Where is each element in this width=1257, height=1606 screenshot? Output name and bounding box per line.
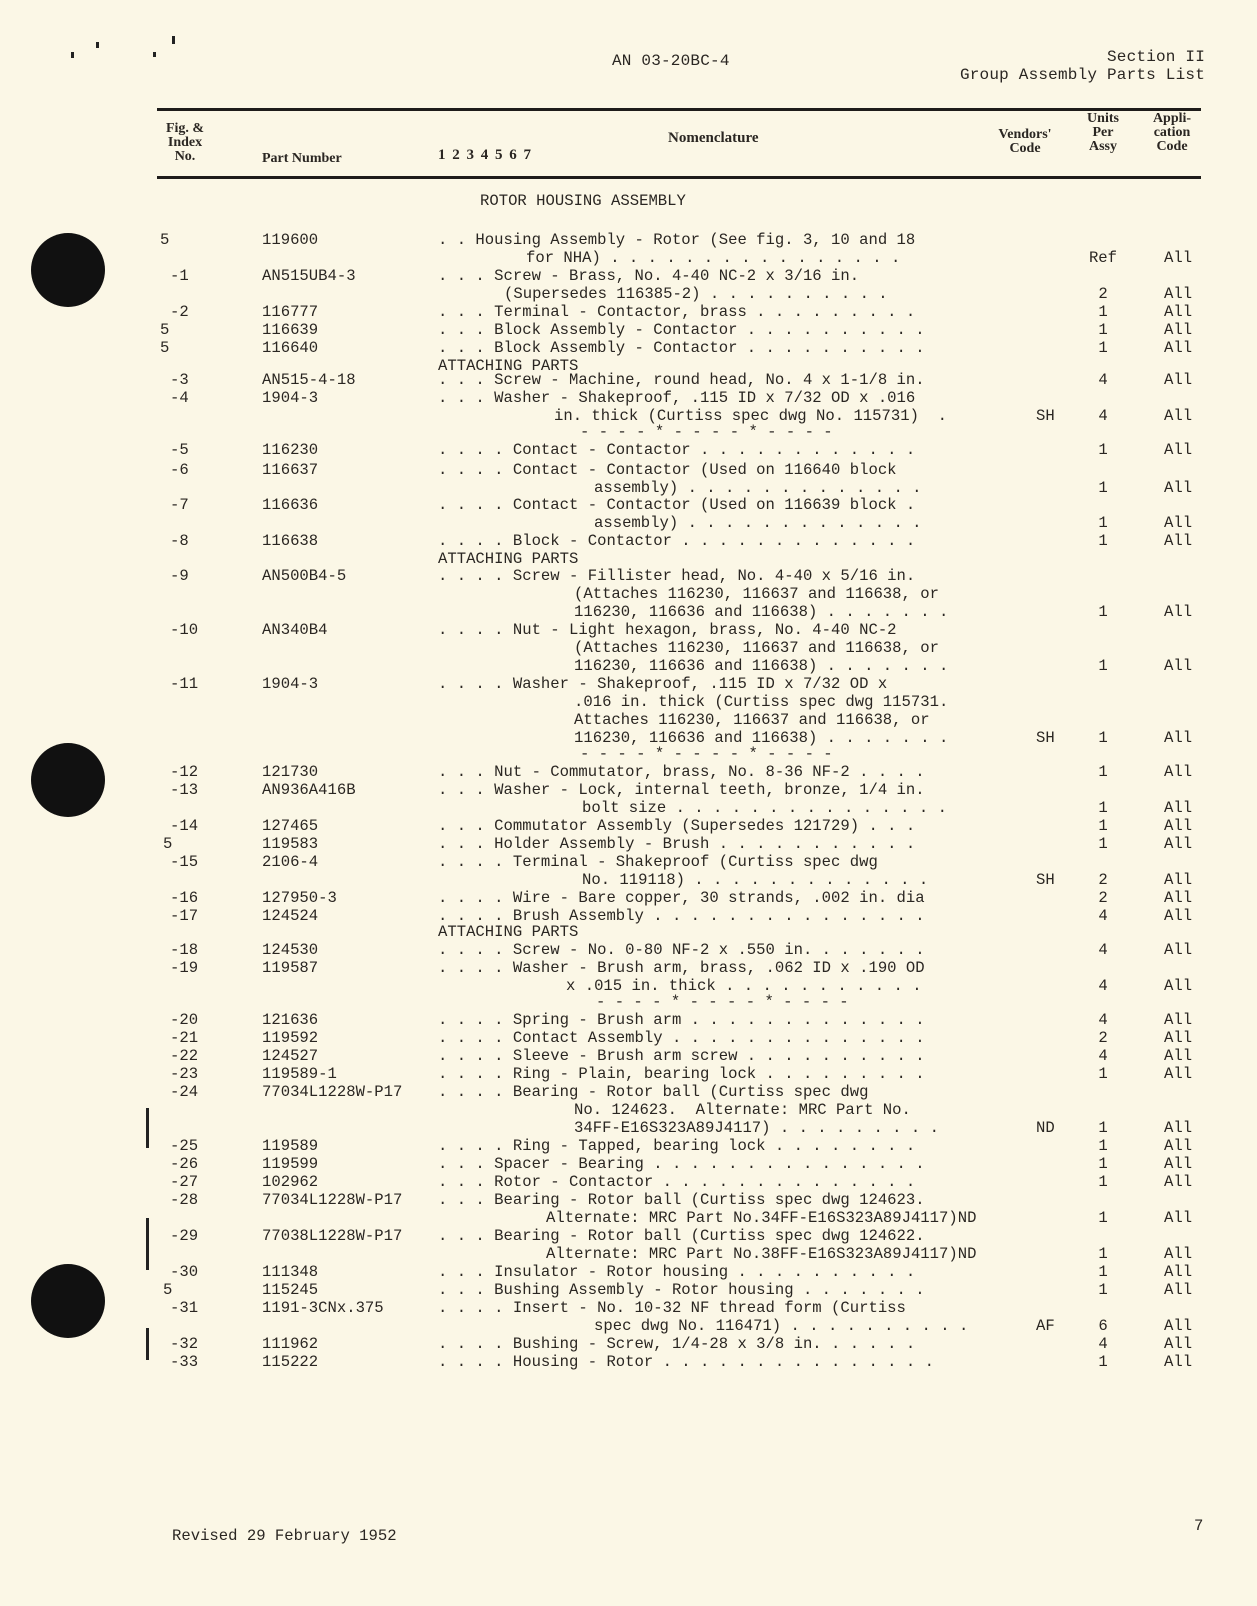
nomenclature: ATTACHING PARTS: [438, 923, 579, 941]
nomenclature: . . . Nut - Commutator, brass, No. 8-36 NF-2 . . . .: [438, 763, 925, 781]
nomenclature: in. thick (Curtiss spec dwg No. 115731) .: [554, 407, 948, 425]
fig-index: 5: [160, 321, 170, 339]
units-per-assy: 1: [1098, 729, 1108, 747]
nomenclature: . . . . Screw - Fillister head, No. 4-40 x 5/16 in.: [438, 567, 916, 585]
application-code: All: [1164, 799, 1193, 817]
nomenclature: . . . Bearing - Rotor ball (Curtiss spec dwg 124622.: [438, 1227, 925, 1245]
header-bottom-rule: [157, 176, 1201, 179]
nomenclature: . . . Block Assembly - Contactor . . . . . . . . . .: [438, 321, 925, 339]
units-per-assy: 1: [1098, 441, 1108, 459]
units-per-assy: 1: [1098, 1155, 1108, 1173]
nomenclature: . . . . Contact - Contactor . . . . . . . . . . . .: [438, 441, 916, 459]
fig-index: -17: [170, 907, 199, 925]
part-number: 1904-3: [262, 389, 319, 407]
revision-bar: [146, 1218, 149, 1270]
fig-index: -29: [170, 1227, 199, 1245]
part-number: 116637: [262, 461, 319, 479]
fig-index: -11: [170, 675, 199, 693]
column-nomenclature: Nomenclature: [668, 130, 759, 146]
application-code: All: [1164, 1281, 1193, 1299]
application-code: All: [1164, 285, 1193, 303]
fig-index: 5: [163, 835, 173, 853]
application-code: All: [1164, 1317, 1193, 1335]
nomenclature: (Supersedes 116385-2) . . . . . . . . . .: [504, 285, 888, 303]
fig-index: -6: [170, 461, 189, 479]
nomenclature: 116230, 116636 and 116638) . . . . . . .: [574, 603, 949, 621]
units-per-assy: 4: [1098, 1335, 1108, 1353]
units-per-assy: 1: [1098, 817, 1108, 835]
part-number: 1904-3: [262, 675, 319, 693]
units-per-assy: 1: [1098, 1245, 1108, 1263]
fig-index: -23: [170, 1065, 199, 1083]
nomenclature: No. 119118) . . . . . . . . . . . . .: [582, 871, 929, 889]
nomenclature: . . . Insulator - Rotor housing . . . . . . . . . .: [438, 1263, 916, 1281]
units-per-assy: 1: [1098, 303, 1108, 321]
units-per-assy: 1: [1098, 1353, 1108, 1371]
application-code: All: [1164, 303, 1193, 321]
part-number: 121636: [262, 1011, 319, 1029]
nomenclature: (Attaches 116230, 116637 and 116638, or: [574, 639, 939, 657]
column-vendors-code: Vendors' Code: [998, 127, 1052, 156]
part-number: 1191-3CNx.375: [262, 1299, 384, 1317]
fig-index: 5: [160, 339, 170, 357]
nomenclature: . . . . Bushing - Screw, 1/4-28 x 3/8 in. . . . . .: [438, 1335, 916, 1353]
nomenclature: . . . Screw - Machine, round head, No. 4 x 1-1/8 in.: [438, 371, 925, 389]
vendors-code: ND: [1036, 1119, 1055, 1137]
nomenclature: . . . . Spring - Brush arm . . . . . . . . . . . . .: [438, 1011, 925, 1029]
application-code: All: [1164, 1335, 1193, 1353]
fig-index: -12: [170, 763, 199, 781]
nomenclature: . . . . Contact - Contactor (Used on 116640 block: [438, 461, 897, 479]
fig-index: -3: [170, 371, 189, 389]
units-per-assy: 1: [1098, 603, 1108, 621]
nomenclature: . . . . Insert - No. 10-32 NF thread form (Curtiss: [438, 1299, 906, 1317]
nomenclature: bolt size . . . . . . . . . . . . . . .: [582, 799, 947, 817]
part-number: 124527: [262, 1047, 319, 1065]
units-per-assy: 1: [1098, 835, 1108, 853]
units-per-assy: 1: [1098, 1263, 1108, 1281]
part-number: 116640: [262, 339, 319, 357]
nomenclature: x .015 in. thick . . . . . . . . . . .: [566, 977, 922, 995]
document-number: AN 03-20BC-4: [612, 52, 730, 70]
revision-date: Revised 29 February 1952: [172, 1527, 397, 1545]
part-number: 77034L1228W-P17: [262, 1191, 403, 1209]
units-per-assy: 1: [1098, 799, 1108, 817]
binder-hole-bottom: [31, 1264, 105, 1338]
part-number: 2106-4: [262, 853, 319, 871]
fig-index: -1: [170, 267, 189, 285]
application-code: All: [1164, 441, 1193, 459]
application-code: All: [1164, 871, 1193, 889]
nomenclature: ATTACHING PARTS: [438, 550, 579, 568]
nomenclature: . . . . Bearing - Rotor ball (Curtiss spec dwg: [438, 1083, 869, 1101]
application-code: All: [1164, 1155, 1193, 1173]
column-part-number: Part Number: [262, 151, 342, 166]
page-number: 7: [1194, 1517, 1204, 1535]
part-number: 77034L1228W-P17: [262, 1083, 403, 1101]
part-number: 116230: [262, 441, 319, 459]
application-code: All: [1164, 479, 1193, 497]
fig-index: -5: [170, 441, 189, 459]
units-per-assy: 4: [1098, 1011, 1108, 1029]
application-code: All: [1164, 321, 1193, 339]
vendors-code: AF: [1036, 1317, 1055, 1335]
fig-index: -32: [170, 1335, 199, 1353]
application-code: All: [1164, 1245, 1193, 1263]
nomenclature: . . . . Contact Assembly . . . . . . . . . . . . . .: [438, 1029, 925, 1047]
nomenclature: . . . . Wire - Bare copper, 30 strands, .002 in. dia: [438, 889, 925, 907]
part-number: AN936A416B: [262, 781, 356, 799]
fig-index: -15: [170, 853, 199, 871]
nomenclature: Alternate: MRC Part No.34FF-E16S323A89J4117)ND: [546, 1209, 977, 1227]
fig-index: -7: [170, 496, 189, 514]
vendors-code: SH: [1036, 407, 1055, 425]
application-code: All: [1164, 1263, 1193, 1281]
application-code: All: [1164, 1119, 1193, 1137]
part-number: 119599: [262, 1155, 319, 1173]
nomenclature: . . Housing Assembly - Rotor (See fig. 3, 10 and 18: [438, 231, 916, 249]
units-per-assy: 2: [1098, 285, 1108, 303]
part-number: 102962: [262, 1173, 319, 1191]
nomenclature: . . . Bearing - Rotor ball (Curtiss spec dwg 124623.: [438, 1191, 925, 1209]
units-per-assy: 4: [1098, 371, 1108, 389]
nomenclature: . . . . Screw - No. 0-80 NF-2 x .550 in. . . . . . .: [438, 941, 925, 959]
application-code: All: [1164, 889, 1193, 907]
header-top-rule: [157, 108, 1201, 111]
fig-index: -24: [170, 1083, 199, 1101]
part-number: AN340B4: [262, 621, 328, 639]
application-code: All: [1164, 1065, 1193, 1083]
part-number: AN515-4-18: [262, 371, 356, 389]
nomenclature: . . . Washer - Shakeproof, .115 ID x 7/32 OD x .016: [438, 389, 916, 407]
nomenclature: . . . . Brush Assembly . . . . . . . . . . . . . . .: [438, 907, 925, 925]
units-per-assy: 4: [1098, 977, 1108, 995]
units-per-assy: 2: [1098, 871, 1108, 889]
units-per-assy: 4: [1098, 407, 1108, 425]
part-number: 119589-1: [262, 1065, 337, 1083]
part-number: 116636: [262, 496, 319, 514]
units-per-assy: 2: [1098, 1029, 1108, 1047]
application-code: All: [1164, 835, 1193, 853]
revision-bar: [146, 1108, 149, 1148]
nomenclature: No. 124623. Alternate: MRC Part No.: [574, 1101, 911, 1119]
nomenclature: 116230, 116636 and 116638) . . . . . . .: [574, 729, 949, 747]
application-code: All: [1164, 339, 1193, 357]
part-number: 115222: [262, 1353, 319, 1371]
fig-index: -21: [170, 1029, 199, 1047]
binder-hole-top: [31, 233, 105, 307]
units-per-assy: 1: [1098, 1137, 1108, 1155]
nomenclature: . . . Spacer - Bearing . . . . . . . . . . . . . . .: [438, 1155, 925, 1173]
part-number: 111348: [262, 1263, 319, 1281]
application-code: All: [1164, 514, 1193, 532]
fig-index: -13: [170, 781, 199, 799]
application-code: All: [1164, 941, 1193, 959]
units-per-assy: 1: [1098, 1209, 1108, 1227]
application-code: All: [1164, 729, 1193, 747]
nomenclature: . . . Block Assembly - Contactor . . . . . . . . . .: [438, 339, 925, 357]
application-code: All: [1164, 1047, 1193, 1065]
application-code: All: [1164, 763, 1193, 781]
nomenclature: . . . Terminal - Contactor, brass . . . . . . . . .: [438, 303, 916, 321]
fig-index: -28: [170, 1191, 199, 1209]
part-number: 116638: [262, 532, 319, 550]
part-number: 119583: [262, 835, 319, 853]
fig-index: -2: [170, 303, 189, 321]
part-number: 127465: [262, 817, 319, 835]
fig-index: 5: [160, 231, 170, 249]
part-number: 111962: [262, 1335, 319, 1353]
group-title: ROTOR HOUSING ASSEMBLY: [480, 192, 686, 210]
application-code: All: [1164, 817, 1193, 835]
fig-index: -33: [170, 1353, 199, 1371]
fig-index: -18: [170, 941, 199, 959]
nomenclature: 34FF-E16S323A89J4117) . . . . . . . . .: [574, 1119, 939, 1137]
column-indent-levels: 1 2 3 4 5 6 7: [438, 147, 531, 163]
nomenclature: spec dwg No. 116471) . . . . . . . . . .: [594, 1317, 969, 1335]
nomenclature: (Attaches 116230, 116637 and 116638, or: [574, 585, 939, 603]
units-per-assy: 4: [1098, 941, 1108, 959]
units-per-assy: 1: [1098, 532, 1108, 550]
application-code: All: [1164, 1011, 1193, 1029]
units-per-assy: 4: [1098, 1047, 1108, 1065]
units-per-assy: 1: [1098, 1065, 1108, 1083]
scan-mark: [96, 42, 99, 48]
part-number: 119587: [262, 959, 319, 977]
column-application-code: Appli- cation Code: [1152, 111, 1192, 154]
nomenclature: ATTACHING PARTS: [438, 357, 579, 375]
units-per-assy: 1: [1098, 1281, 1108, 1299]
nomenclature: . . . Holder Assembly - Brush . . . . . . . . . . .: [438, 835, 916, 853]
application-code: All: [1164, 371, 1193, 389]
vendors-code: SH: [1036, 871, 1055, 889]
part-number: 116639: [262, 321, 319, 339]
part-number: 127950-3: [262, 889, 337, 907]
units-per-assy: 6: [1098, 1317, 1108, 1335]
nomenclature: . . . . Washer - Brush arm, brass, .062 ID x .190 OD: [438, 959, 925, 977]
part-number: 121730: [262, 763, 319, 781]
fig-index: -30: [170, 1263, 199, 1281]
nomenclature: assembly) . . . . . . . . . . . . .: [594, 479, 922, 497]
nomenclature: . . . Rotor - Contactor . . . . . . . . . . . . . .: [438, 1173, 916, 1191]
fig-index: -20: [170, 1011, 199, 1029]
nomenclature: . . . Bushing Assembly - Rotor housing . . . . . . .: [438, 1281, 925, 1299]
application-code: All: [1164, 1173, 1193, 1191]
nomenclature: . . . . Block - Contactor . . . . . . . . . . . . .: [438, 532, 916, 550]
revision-bar: [146, 1328, 149, 1360]
units-per-assy: 1: [1098, 1173, 1108, 1191]
fig-index: -27: [170, 1173, 199, 1191]
nomenclature: - - - - * - - - - * - - - -: [596, 993, 849, 1011]
fig-index: -14: [170, 817, 199, 835]
units-per-assy: 1: [1098, 479, 1108, 497]
nomenclature: . . . . Ring - Plain, bearing lock . . . . . . . . .: [438, 1065, 925, 1083]
scan-mark: [172, 36, 175, 44]
nomenclature: . . . . Sleeve - Brush arm screw . . . . . . . . . .: [438, 1047, 925, 1065]
nomenclature: for NHA) . . . . . . . . . . . . . . . .: [526, 249, 901, 267]
nomenclature: . . . . Housing - Rotor . . . . . . . . . . . . . . .: [438, 1353, 934, 1371]
units-per-assy: 1: [1098, 514, 1108, 532]
application-code: All: [1164, 1029, 1193, 1047]
application-code: All: [1164, 657, 1193, 675]
application-code: All: [1164, 249, 1193, 267]
scan-mark: [153, 52, 156, 57]
nomenclature: Attaches 116230, 116637 and 116638, or: [574, 711, 930, 729]
nomenclature: - - - - * - - - - * - - - -: [580, 423, 833, 441]
units-per-assy: 2: [1098, 889, 1108, 907]
part-number: 115245: [262, 1281, 319, 1299]
fig-index: -26: [170, 1155, 199, 1173]
nomenclature: 116230, 116636 and 116638) . . . . . . .: [574, 657, 949, 675]
part-number: 119592: [262, 1029, 319, 1047]
nomenclature: . . . Screw - Brass, No. 4-40 NC-2 x 3/16 in.: [438, 267, 860, 285]
fig-index: -16: [170, 889, 199, 907]
units-per-assy: Ref: [1088, 249, 1118, 267]
application-code: All: [1164, 603, 1193, 621]
part-number: 116777: [262, 303, 319, 321]
column-fig-index: Fig. & Index No.: [165, 121, 205, 164]
nomenclature: . . . Washer - Lock, internal teeth, bronze, 1/4 in.: [438, 781, 925, 799]
fig-index: -8: [170, 532, 189, 550]
scan-mark: [71, 52, 74, 58]
nomenclature: assembly) . . . . . . . . . . . . .: [594, 514, 922, 532]
fig-index: -4: [170, 389, 189, 407]
nomenclature: - - - - * - - - - * - - - -: [580, 745, 833, 763]
application-code: All: [1164, 1209, 1193, 1227]
section-label: Section II: [1106, 48, 1205, 66]
fig-index: 5: [163, 1281, 173, 1299]
units-per-assy: 1: [1098, 321, 1108, 339]
fig-index: -22: [170, 1047, 199, 1065]
application-code: All: [1164, 1137, 1193, 1155]
part-number: 124524: [262, 907, 319, 925]
fig-index: -10: [170, 621, 199, 639]
section-title: Group Assembly Parts List: [959, 66, 1205, 84]
application-code: All: [1164, 407, 1193, 425]
units-per-assy: 1: [1098, 657, 1108, 675]
application-code: All: [1164, 977, 1193, 995]
part-number: AN500B4-5: [262, 567, 347, 585]
part-number: 124530: [262, 941, 319, 959]
nomenclature: .016 in. thick (Curtiss spec dwg 115731.: [574, 693, 949, 711]
fig-index: -25: [170, 1137, 199, 1155]
application-code: All: [1164, 1353, 1193, 1371]
units-per-assy: 4: [1098, 907, 1108, 925]
units-per-assy: 1: [1098, 763, 1108, 781]
application-code: All: [1164, 532, 1193, 550]
part-number: 119600: [262, 231, 319, 249]
nomenclature: . . . . Contact - Contactor (Used on 116639 block .: [438, 496, 916, 514]
column-units-per-assy: Units Per Assy: [1087, 111, 1119, 154]
vendors-code: SH: [1036, 729, 1055, 747]
fig-index: -9: [170, 567, 189, 585]
application-code: All: [1164, 907, 1193, 925]
nomenclature: Alternate: MRC Part No.38FF-E16S323A89J4117)ND: [546, 1245, 977, 1263]
part-number: 119589: [262, 1137, 319, 1155]
fig-index: -31: [170, 1299, 199, 1317]
fig-index: -19: [170, 959, 199, 977]
nomenclature: . . . . Washer - Shakeproof, .115 ID x 7/32 OD x: [438, 675, 888, 693]
nomenclature: . . . . Nut - Light hexagon, brass, No. 4-40 NC-2: [438, 621, 897, 639]
nomenclature: . . . . Ring - Tapped, bearing lock . . . . . . . .: [438, 1137, 916, 1155]
units-per-assy: 1: [1098, 339, 1108, 357]
part-number: 77038L1228W-P17: [262, 1227, 403, 1245]
nomenclature: . . . Commutator Assembly (Supersedes 121729) . . .: [438, 817, 916, 835]
units-per-assy: 1: [1098, 1119, 1108, 1137]
binder-hole-middle: [31, 743, 105, 817]
nomenclature: . . . . Terminal - Shakeproof (Curtiss spec dwg: [438, 853, 878, 871]
part-number: AN515UB4-3: [262, 267, 356, 285]
